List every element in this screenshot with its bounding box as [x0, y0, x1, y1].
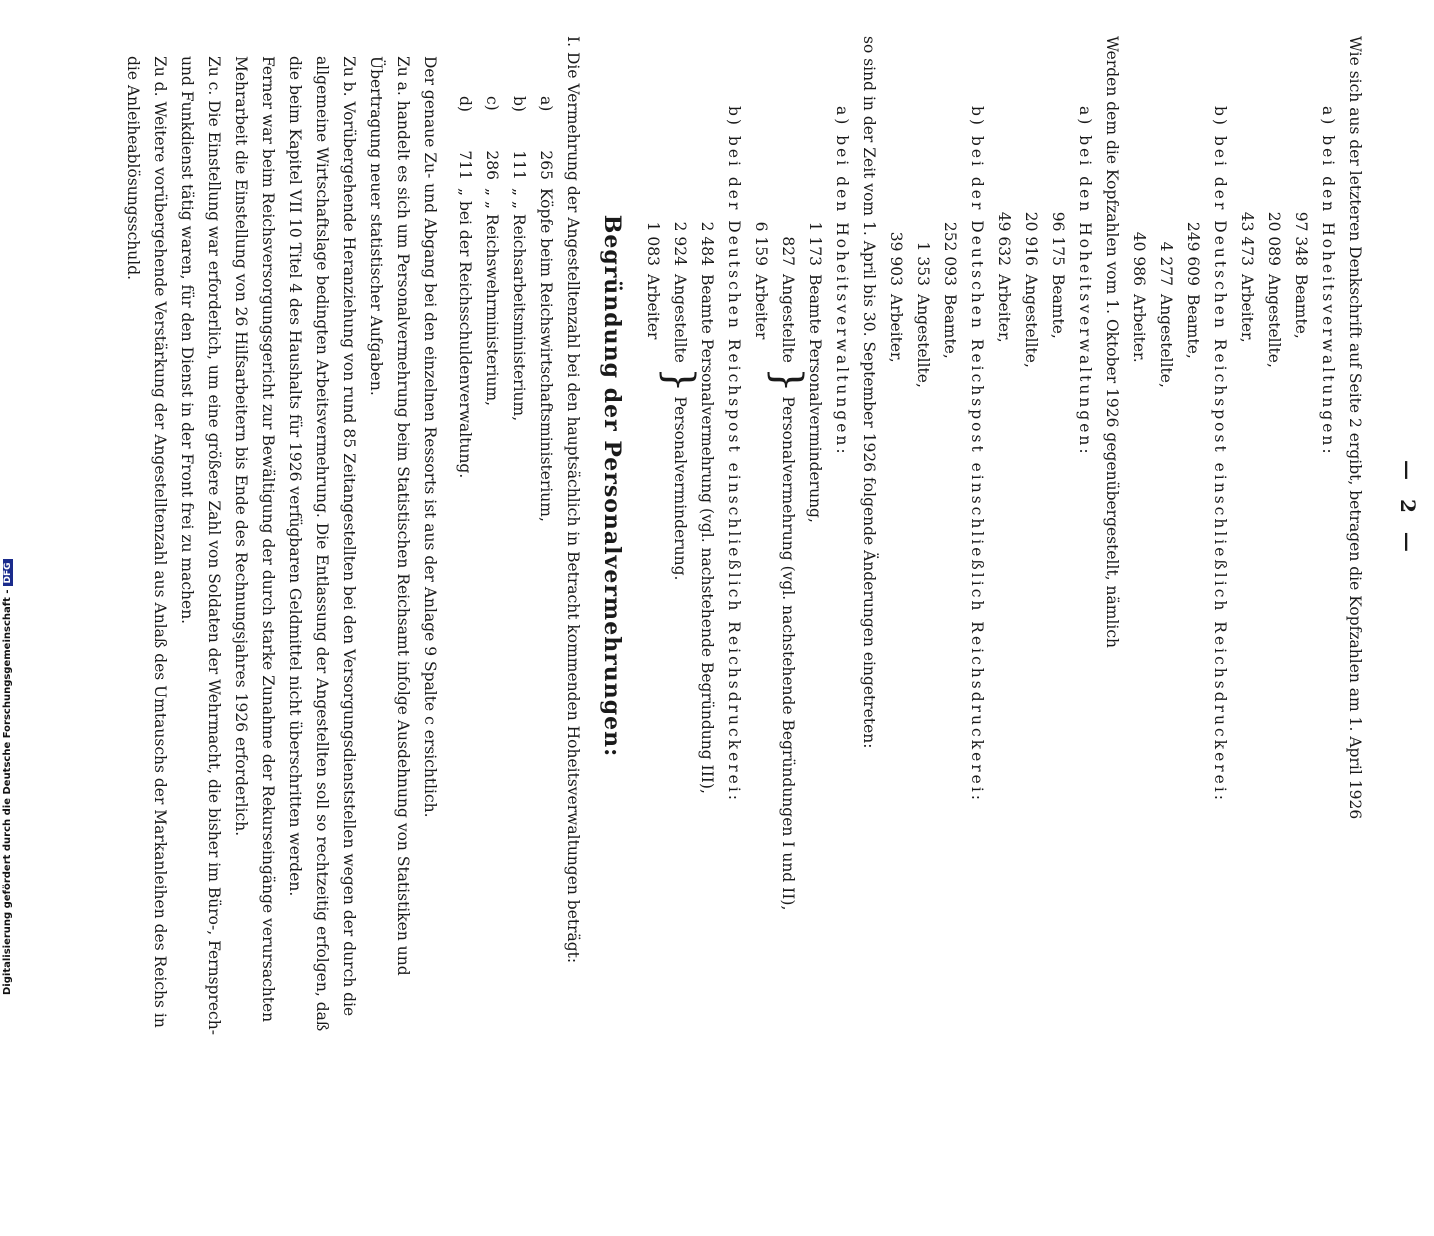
figure-row: 249 609Beamte, [1184, 221, 1202, 359]
page-number: — 2 — [1396, 460, 1420, 558]
figures-b-3 [639, 36, 720, 1236]
section-heading-b-2: b) bei der Deutschen Reichspost einschließlich Reichsdruckerei: [968, 106, 986, 804]
figures-a-3 [747, 36, 828, 1236]
figure-row: 4 277Angestellte, [1157, 241, 1175, 388]
figure-row: 97 348Beamte, [1292, 211, 1310, 339]
figures-b-2 [882, 36, 963, 1236]
list-item: d)711„ bei der Reichsschuldenverwaltung. [456, 96, 474, 479]
section-heading-b-3: b) bei der Deutschen Reichspost einschließlich Reichsdruckerei: [725, 106, 743, 804]
credit-text: Digitalisierung gefördert durch die Deutsche Forschungsgemeinschaft - [2, 589, 13, 995]
list-item: c)286„ „ Reichswehrministerium, [483, 96, 501, 407]
figure-row: 252 093Beamte, [941, 221, 959, 359]
figure-row: 6 159Arbeiter [752, 221, 770, 340]
paragraph: Zu c. Die Einstellung war erforderlich, um eine größere Zahl von Soldaten der Wehrmacht, die bisher im Büro-, Fernsprech- und Funkdienst tätig waren, für den Dienst in der Front frei zu machen. [178, 56, 223, 1035]
figure-row: 49 632Arbeiter, [995, 211, 1013, 343]
list-item: b)111„ „ Reichsarbeitsministerium, [510, 96, 528, 422]
ministry-list [451, 36, 559, 1236]
intro-paragraph-2: Werden dem die Kopfzahlen vom 1. Oktober 1926 gegenübergestellt, nämlich [1103, 36, 1121, 649]
figures-b-1 [1125, 36, 1206, 1236]
document-body [119, 36, 1368, 1236]
figure-row: 20 089Angestellte, [1265, 211, 1283, 368]
digitization-credit [0, 0, 24, 1000]
figure-row: 96 175Beamte, [1049, 211, 1067, 339]
section-title: Begründung der Personalvermehrungen: [599, 214, 625, 758]
dfg-logo: DFG [3, 559, 13, 586]
figure-row: 40 986Arbeiter. [1130, 231, 1148, 363]
figure-row: 2 484Beamte Personalvermehrung (vgl. nachstehende Begründung III), [698, 221, 716, 794]
brace-label: Personalvermehrung (vgl. nachstehende Begründungen I und II), [779, 396, 797, 911]
figure-row: 827Angestellte}Personalvermehrung (vgl. nachstehende Begründungen I und II), [764, 236, 810, 911]
intro-paragraph-3: so sind in der Zeit vom 1. April bis 30. September 1926 folgende Änderungen eingetreten: [860, 36, 878, 749]
section-heading-a-2: a) bei den Hoheitsverwaltungen: [1076, 106, 1094, 457]
list-item: a)265Köpfe beim Reichswirtschaftsministerium, [537, 96, 555, 522]
section-heading-a-1: a) bei den Hoheitsverwaltungen: [1319, 106, 1337, 457]
figures-a-1 [1233, 36, 1314, 1236]
brace-label: Personalverminderung. [671, 396, 689, 581]
figure-row: 1 353Angestellte, [914, 241, 932, 388]
brace-glyph: } [764, 366, 810, 393]
brace-glyph: } [656, 366, 702, 393]
section-heading-a-3: a) bei den Hoheitsverwaltungen: [833, 106, 851, 457]
figures-a-2 [990, 36, 1071, 1236]
paragraph: Zu b. Vorübergehende Heranziehung von rund 85 Zeitangestellten bei den Versorgungsdienststellen wegen der durch die allgemeine Wirtschaftslage bedingten Arbeitsvermehrung. Die Entlassung der Angestellten soll so rechtzeitig erfolgen, daß die beim Kapitel VII 10 Titel 4 des Haushalts für 1926 verfügbaren Geldmittel nicht überschritten werden. [286, 56, 358, 1032]
paragraph: Der genaue Zu- und Abgang bei den einzelnen Ressorts ist aus der Anlage 9 Spalte c ersichtlich. [421, 56, 439, 818]
paragraph: Zu d. Weitere vorübergehende Verstärkung der Angestelltenzahl aus Anlaß des Umtauschs der Markanleihen des Reichs in die Anleiheablösungsschuld. [124, 56, 169, 1028]
paragraph: Ferner war beim Reichsversorgungsgericht zur Bewältigung der durch starke Zunahme der Rekurseingänge verursachten Mehrarbeit die Einstellung von 26 Hilfsarbeitern bis Ende des Rechnungsjahres 1926 erforderlich. [232, 56, 277, 1023]
figure-row: 43 473Arbeiter, [1238, 211, 1256, 343]
figure-row: 2 924Angestellte}Personalverminderung. [656, 221, 702, 581]
figure-row: 20 916Angestellte, [1022, 211, 1040, 368]
intro-paragraph-1: Wie sich aus der letzteren Denkschrift auf Seite 2 ergibt, betragen die Kopfzahlen am 1. April 1926 [1346, 36, 1364, 820]
paragraph: Zu a. handelt es sich um Personalvermehrung beim Statistischen Reichsamt infolge Ausdehnung von Statistiken und Übertragung neuer statistischer Aufgaben. [367, 56, 412, 976]
section-1-intro: I. Die Vermehrung der Angestelltenzahl bei den hauptsächlich in Betracht kommenden Hoheitsverwaltungen beträgt: [564, 36, 582, 964]
figure-row: 39 903Arbeiter, [887, 231, 905, 363]
figure-row: 1 083Arbeiter [644, 221, 662, 340]
section-heading-b-1: b) bei der Deutschen Reichspost einschließlich Reichsdruckerei: [1211, 106, 1229, 804]
figure-row: 1 173Beamte Personalverminderung, [806, 221, 824, 523]
